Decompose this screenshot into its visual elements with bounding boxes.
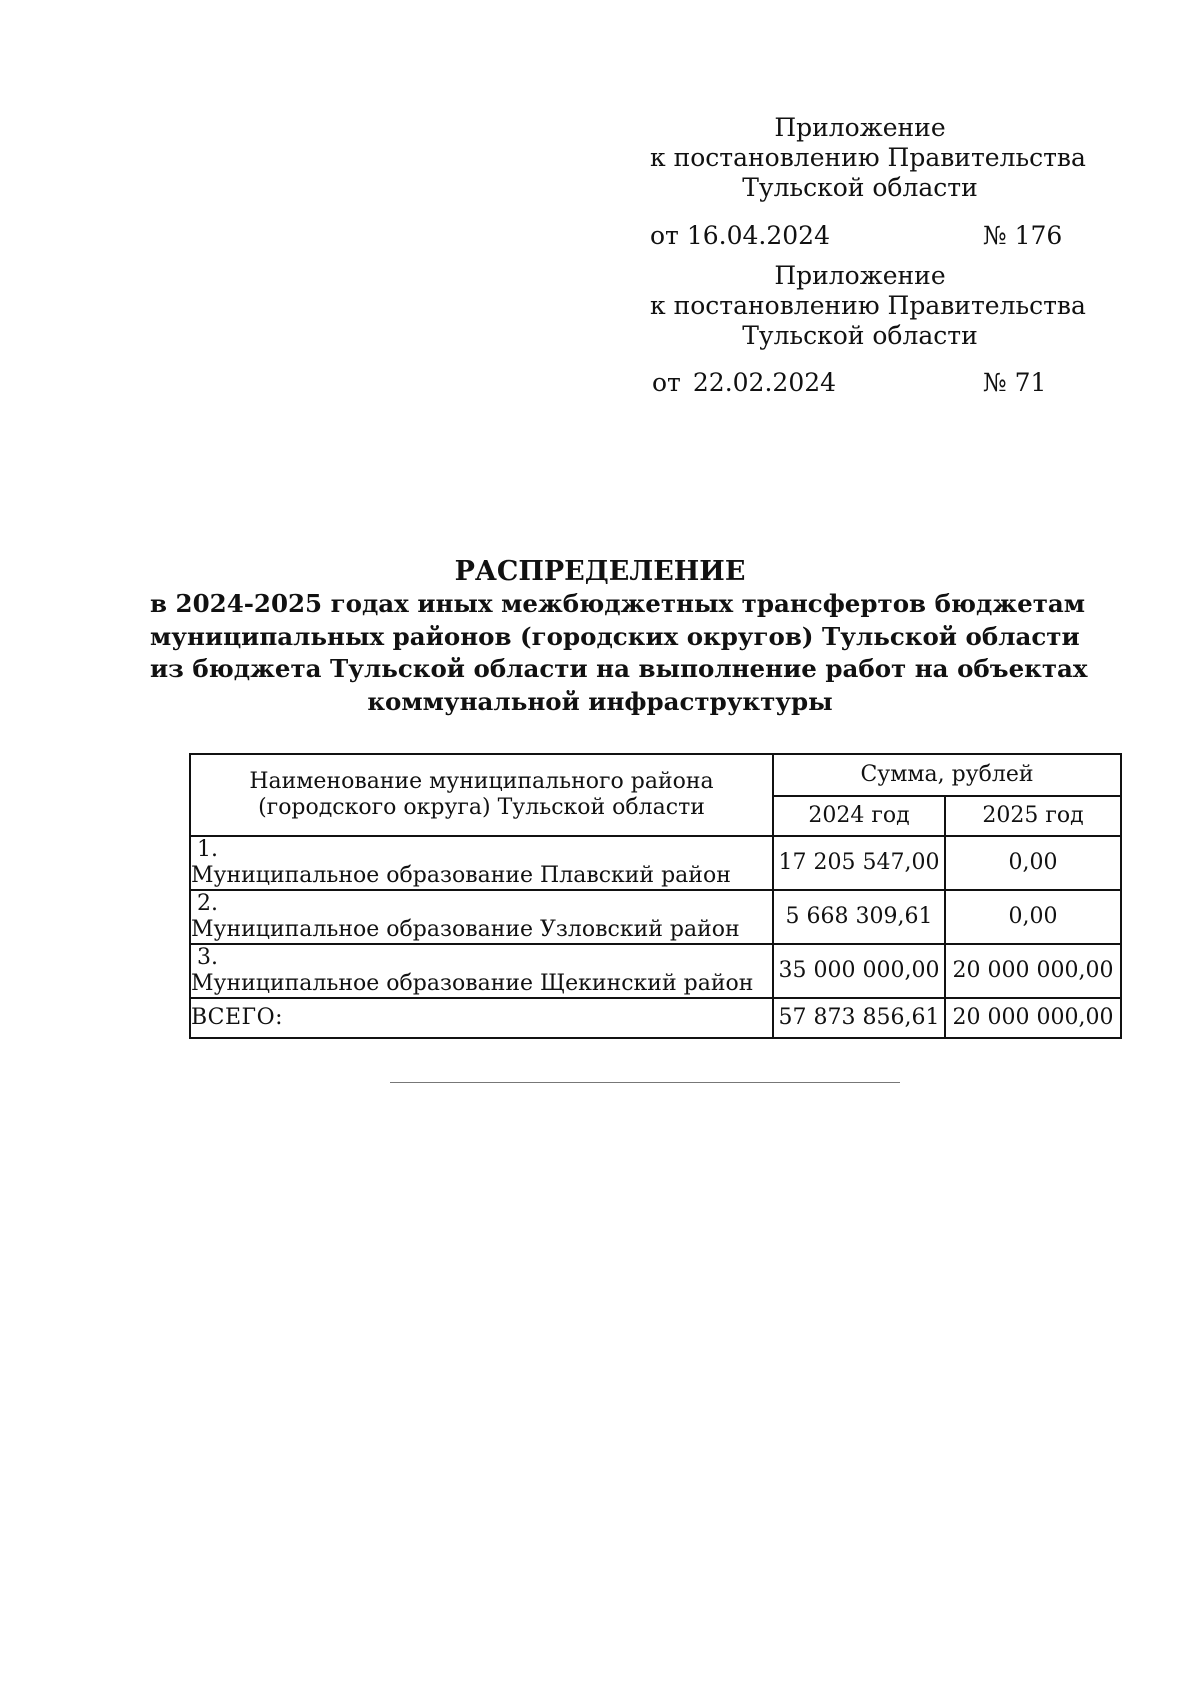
table-row [190,836,1121,890]
row-number: 3. [197,945,218,970]
appendix-header-2 [650,261,1086,351]
appendix-2-date [652,368,836,398]
municipality-cell [190,890,773,944]
municipality-name: Муниципальное образование Узловский район [191,917,740,942]
document-title [150,555,1088,718]
header-municipality-line-2: (городского округа) Тульской области [258,795,705,820]
header-year-2025: 2025 год [945,796,1121,836]
total-2025: 20 000 000,00 [945,998,1121,1038]
total-label: ВСЕГО: [190,998,773,1038]
amount-2024: 17 205 547,00 [773,836,945,890]
appendix-reference: к постановлению Правительства [650,291,1086,320]
bottom-divider [390,1082,900,1083]
amount-2025: 0,00 [945,890,1121,944]
distribution-table [189,753,1122,1039]
municipality-cell [190,944,773,998]
table-row [190,890,1121,944]
table-row [190,944,1121,998]
total-row [190,998,1121,1038]
row-number: 1. [197,837,218,862]
row-number: 2. [197,891,218,916]
appendix-1-date [650,221,830,251]
municipality-name: Муниципальное образование Щекинский район [191,971,754,996]
title-line-1: в 2024-2025 годах иных межбюджетных трансфертов бюджетам [150,589,1086,618]
appendix-region: Тульской области [742,173,978,202]
amount-2025: 20 000 000,00 [945,944,1121,998]
title-heading: РАСПРЕДЕЛЕНИЕ [454,556,746,587]
header-sum: Сумма, рублей [773,754,1121,796]
date-prefix: от [650,221,679,250]
total-2024: 57 873 856,61 [773,998,945,1038]
date-value: 22.02.2024 [692,368,837,397]
appendix-2-number: № 71 [983,368,1047,397]
appendix-header-1 [650,113,1086,203]
amount-2025: 0,00 [945,836,1121,890]
municipality-cell [190,836,773,890]
date-prefix: от [652,368,681,397]
header-year-2024: 2024 год [773,796,945,836]
appendix-region: Тульской области [742,321,978,350]
amount-2024: 5 668 309,61 [773,890,945,944]
title-line-4: коммунальной инфраструктуры [367,686,833,716]
appendix-1-number: № 176 [983,221,1063,250]
date-value: 16.04.2024 [686,221,830,250]
title-line-2: муниципальных районов (городских округов) Тульской области [150,621,1080,651]
title-line-3: из бюджета Тульской области на выполнение работ на объектах [150,654,1088,683]
header-municipality-line-1: Наименование муниципального района [249,769,714,794]
municipality-name: Муниципальное образование Плавский район [191,863,731,888]
appendix-title: Приложение [774,113,946,142]
amount-2024: 35 000 000,00 [773,944,945,998]
appendix-reference: к постановлению Правительства [650,143,1086,172]
header-municipality [190,754,773,836]
appendix-title: Приложение [774,261,946,290]
